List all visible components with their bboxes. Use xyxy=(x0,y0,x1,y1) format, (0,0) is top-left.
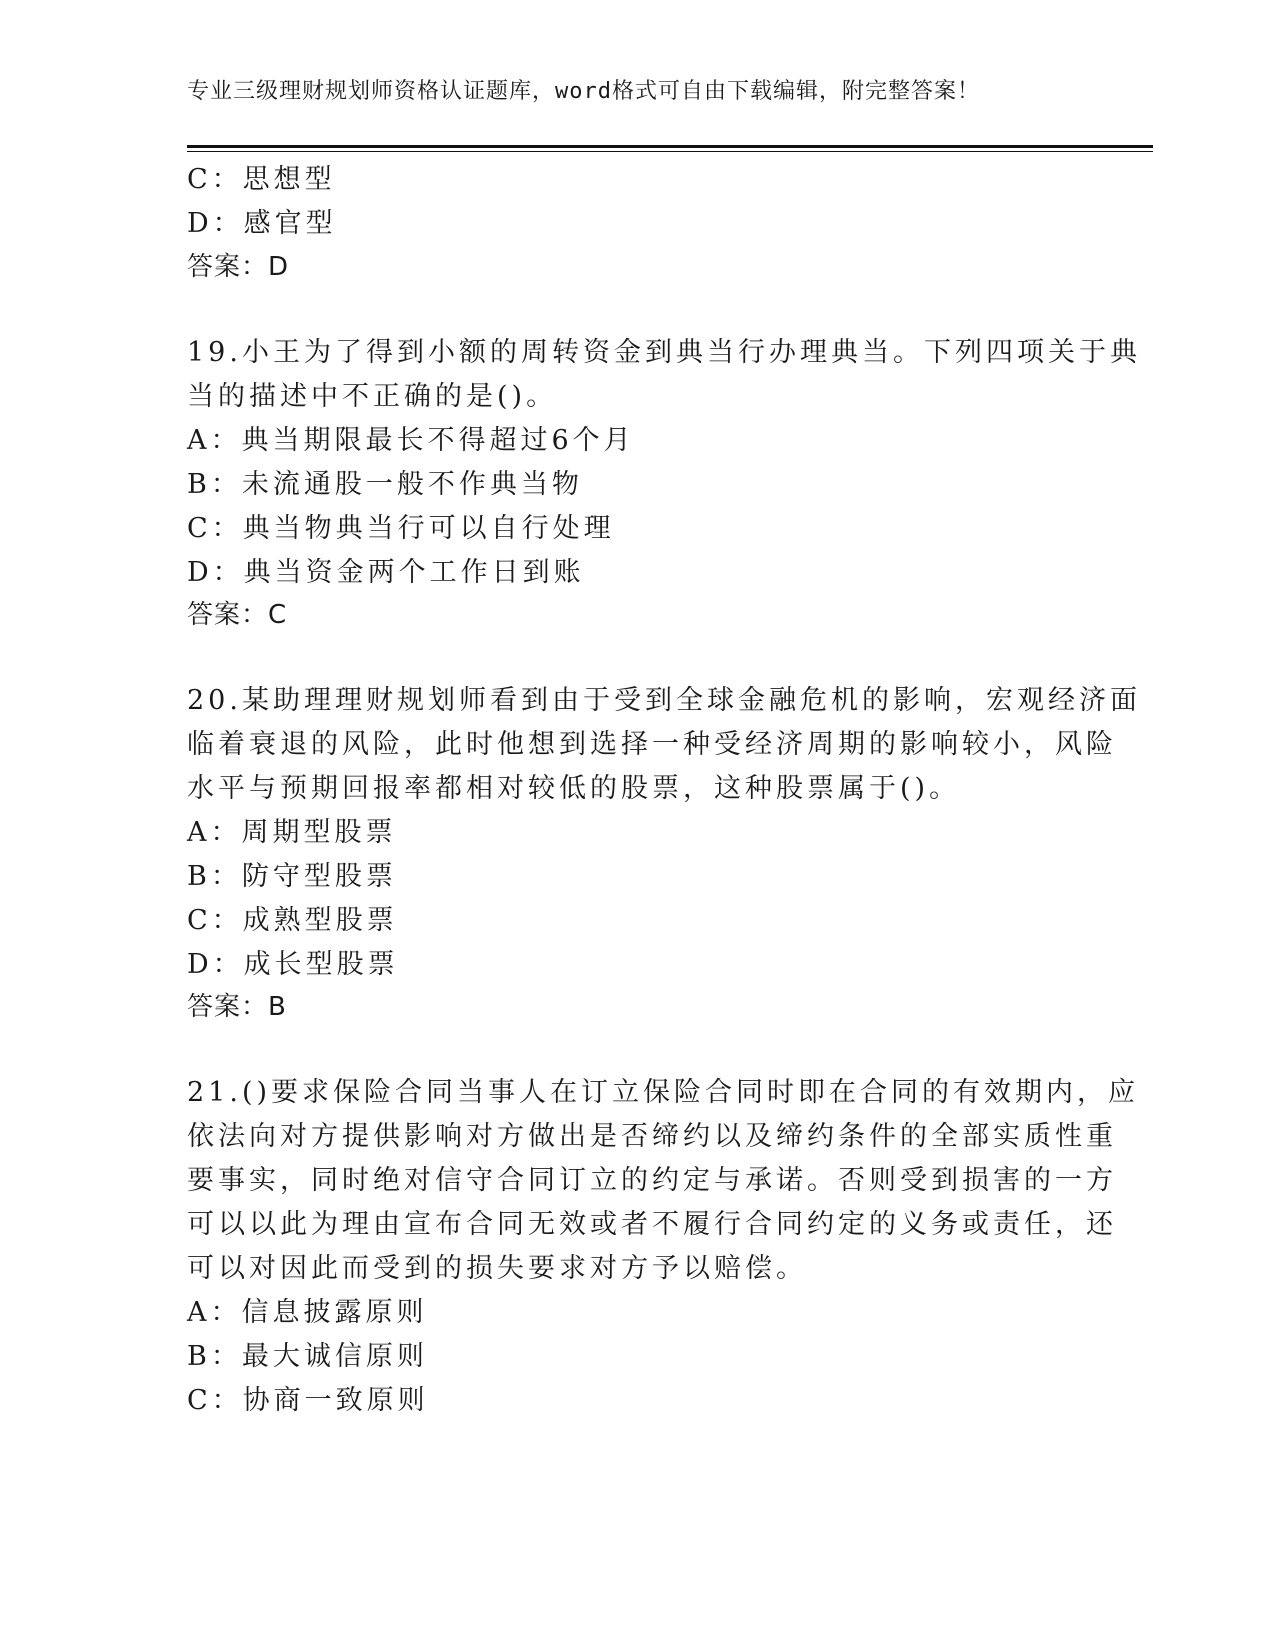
question-21-stem-line: 要事实，同时绝对信守合同订立的约定与承诺。否则受到损害的一方 xyxy=(187,1165,1117,1196)
question-19-stem-line: 当的描述中不正确的是()。 xyxy=(187,381,558,412)
question-21-stem-line: 依法向对方提供影响对方做出是否缔约以及缔约条件的全部实质性重 xyxy=(187,1121,1117,1152)
option-d: D：感官型 xyxy=(187,208,337,239)
question-21-option-c: C：协商一致原则 xyxy=(187,1385,429,1416)
question-20-answer: 答案：B xyxy=(187,992,287,1022)
question-20-option-a: A：周期型股票 xyxy=(187,817,397,848)
question-20-stem-line: 20.某助理理财规划师看到由于受到全球金融危机的影响，宏观经济面 xyxy=(187,685,1141,716)
page-header: 专业三级理财规划师资格认证题库，word格式可自由下载编辑，附完整答案！ xyxy=(187,79,980,104)
question-19-option-c: C：典当物典当行可以自行处理 xyxy=(187,513,615,544)
question-20-option-d: D：成长型股票 xyxy=(187,949,399,980)
question-19-answer: 答案：C xyxy=(187,600,288,630)
question-21-stem-line: 21.()要求保险合同当事人在订立保险合同时即在合同的有效期内，应 xyxy=(187,1077,1140,1108)
question-21-option-a: A：信息披露原则 xyxy=(187,1297,428,1328)
question-19-stem-line: 19.小王为了得到小额的周转资金到典当行办理典当。下列四项关于典 xyxy=(187,337,1141,368)
question-19-option-b: B：未流通股一般不作典当物 xyxy=(187,469,583,500)
answer: 答案：D xyxy=(187,252,290,282)
question-20-option-b: B：防守型股票 xyxy=(187,861,397,892)
header-rule-thin xyxy=(187,151,1153,152)
question-20-stem-line: 临着衰退的风险，此时他想到选择一种受经济周期的影响较小，风险 xyxy=(187,729,1117,760)
question-21-stem-line: 可以对因此而受到的损失要求对方予以赔偿。 xyxy=(187,1253,807,1284)
header-rule-thick xyxy=(187,145,1153,148)
question-21-option-b: B：最大诚信原则 xyxy=(187,1341,428,1372)
question-19-option-d: D：典当资金两个工作日到账 xyxy=(187,557,585,588)
question-19-option-a: A：典当期限最长不得超过6个月 xyxy=(187,425,635,456)
option-c: C：思想型 xyxy=(187,164,336,195)
question-20-option-c: C：成熟型股票 xyxy=(187,905,398,936)
question-21-stem-line: 可以以此为理由宣布合同无效或者不履行合同约定的义务或责任，还 xyxy=(187,1209,1117,1240)
question-20-stem-line: 水平与预期回报率都相对较低的股票，这种股票属于()。 xyxy=(187,773,961,804)
